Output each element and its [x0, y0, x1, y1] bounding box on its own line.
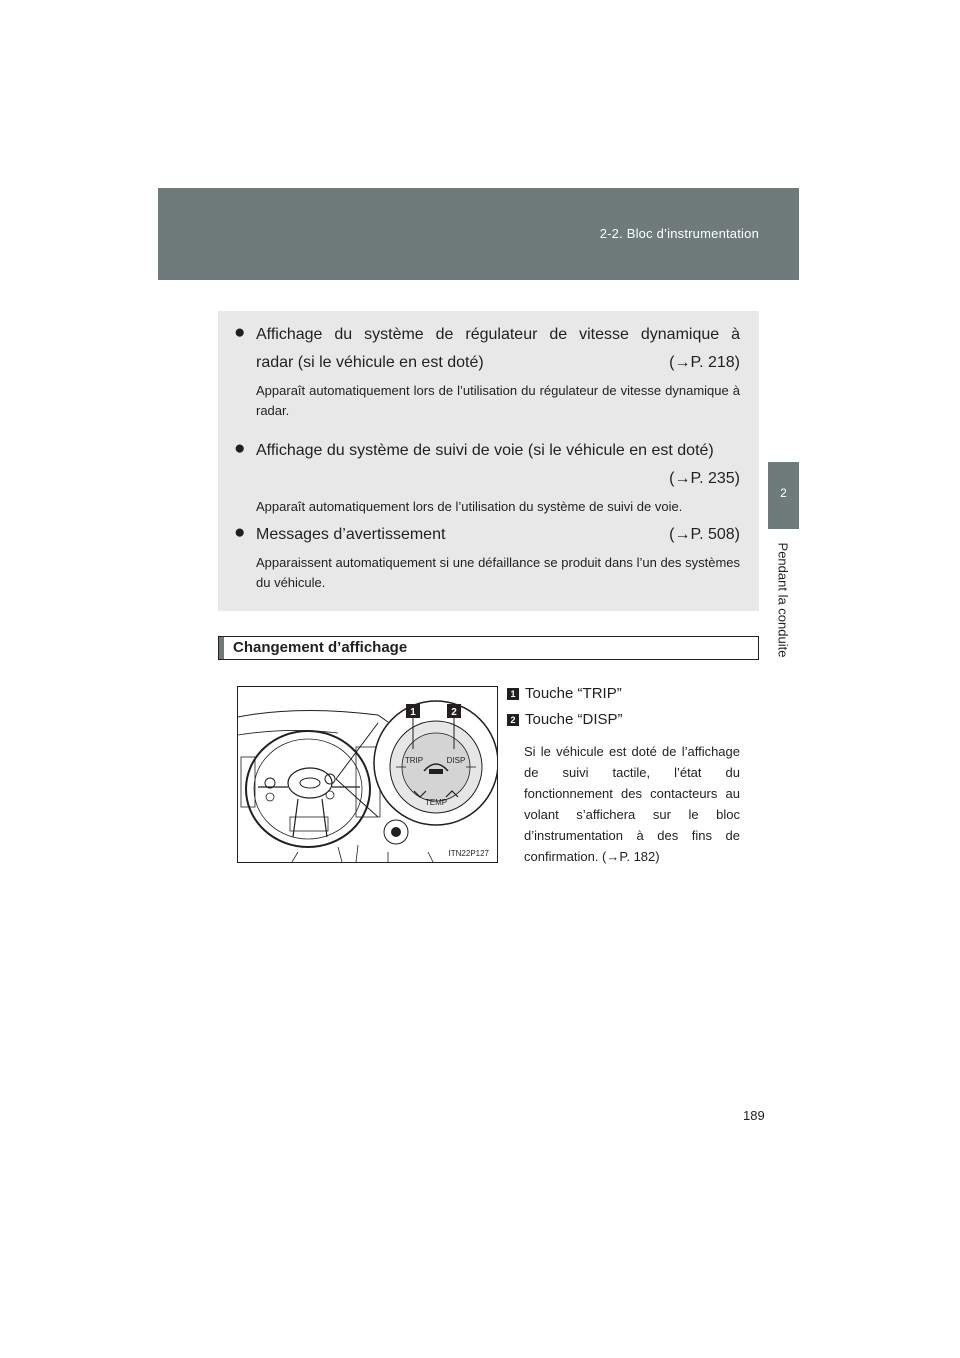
badge-2: 2: [451, 707, 457, 718]
steering-wheel-illustration: [237, 686, 498, 863]
info-item-title: Messages d’avertissement (→P. 508): [256, 521, 740, 549]
page-ref[interactable]: (→P. 218): [669, 354, 740, 371]
page-ref[interactable]: (→P. 508): [669, 526, 740, 543]
info-item-warnings: [234, 521, 740, 593]
chapter-number: 2: [780, 486, 787, 500]
bullet-icon: ●: [234, 522, 246, 543]
figure-code: ITN22P127: [448, 849, 489, 858]
info-item-desc: Apparaît automatiquement lors de l’utilisation du régulateur de vitesse dynamique à radar.: [256, 383, 740, 418]
key-label: Touche “TRIP”: [525, 685, 622, 702]
key-description: Si le véhicule est doté de l’affichage de suivi tactile, l’état du fonctionnement des contacteurs au volant s’affichera sur le bloc d’instrumentation à des fins de confirmation. (→P. 182): [524, 744, 740, 864]
info-item-desc: Apparaît automatiquement lors de l’utilisation du système de suivi de voie.: [256, 499, 683, 514]
temp-button-label: TEMP: [424, 798, 448, 807]
header-bar: [158, 188, 799, 280]
info-item-title: Affichage du système de régulateur de vitesse dynamique à radar (si le véhicule en est doté) (→P. 218): [256, 321, 740, 377]
section-heading: [218, 636, 759, 660]
trip-button-label: TRIP: [404, 756, 424, 765]
bullet-icon: ●: [234, 322, 246, 343]
key-label: Touche “DISP”: [525, 711, 623, 728]
key-badge: 1: [507, 688, 519, 700]
info-item-desc: Apparaissent automatiquement si une défaillance se produit dans l’un des systèmes du véhicule.: [256, 555, 740, 590]
key-disp: [507, 711, 623, 728]
section-heading-text: Changement d’affichage: [233, 639, 408, 656]
info-item-radar: [234, 321, 740, 421]
page-number: 189: [743, 1108, 765, 1123]
key-badge: 2: [507, 714, 519, 726]
info-item-title: Affichage du système de suivi de voie (si le véhicule en est doté) (→P. 235): [256, 437, 740, 493]
page-ref[interactable]: (→P. 235): [669, 470, 740, 487]
chapter-tab: [768, 462, 799, 529]
disp-button-label: DISP: [446, 756, 466, 765]
chapter-title: Pendant la conduite: [775, 542, 791, 658]
badge-1: 1: [410, 707, 416, 718]
bullet-icon: ●: [234, 438, 246, 459]
info-item-lane: [234, 437, 740, 517]
section-title: 2-2. Bloc d’instrumentation: [599, 226, 759, 241]
steering-wheel-drawing: [238, 687, 497, 862]
info-box: [218, 311, 759, 611]
key-trip: [507, 685, 622, 702]
